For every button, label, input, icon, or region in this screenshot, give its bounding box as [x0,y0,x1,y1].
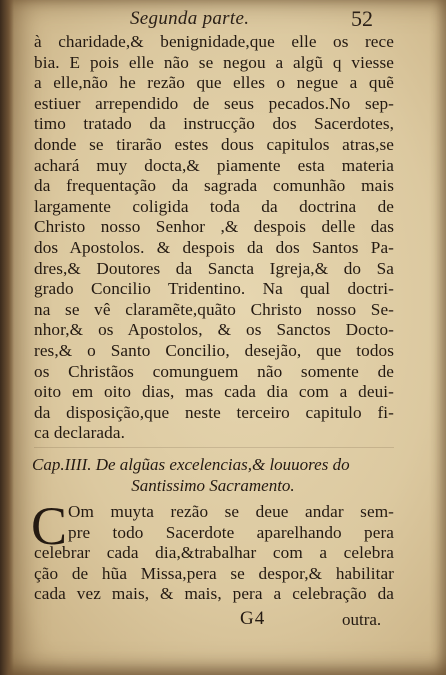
page-number: 52 [351,6,373,31]
page-footer [0,606,446,636]
text-line: donde se tirarão estes dous capitulos atras,se [34,134,394,154]
text-line: res,& o Santo Concilio, desejão, que todos [34,340,394,360]
chapter-title-line-2: Santissimo Sacramento. [131,476,295,495]
text-line: timo tratado da instrucção dos Sacerdotes, [34,114,394,134]
chapter-heading [32,454,394,496]
text-line: dres,& Doutores da Sancta Igreja,& do Sa [34,258,394,278]
text-line: da frequentação da sagrada comunhão mais [34,176,394,196]
text-line: grado Concilio Tridentino. Na qual doctri- [34,279,394,299]
text-line: oito em oito dias, mas cada dia com a deui- [34,382,394,402]
signature-mark: G4 [240,608,266,629]
text-line: cada vez mais, & mais, pera a celebração da [34,584,394,604]
text-line: na se vê claramẽte,quãto Christo nosso Se- [34,299,394,319]
text-line-last: ca declarada. [34,423,125,443]
text-line: Om muyta rezão se deue andar sem- [68,502,394,521]
page-header [0,6,446,32]
text-line: dos Apostolos. & despois da dos Santos Pa- [34,237,394,257]
text-line: os Christãos comunguem não somente de [34,361,394,381]
text-line: largamente coligida toda da doctrina de [34,196,394,216]
running-title: Segunda parte. [130,8,250,29]
text-line: estiuer arrependido de seus pecados.No sep- [34,93,394,113]
text-line: a elle,não he rezão que elles o negue a quẽ [34,73,394,93]
text-line: achará muy docta,& piamente esta materia [34,155,394,175]
chapter-text-block [31,496,394,605]
catchword: outra. [342,610,382,629]
text-line: ção de hũa Missa,pera se despor,& habilitar [34,563,394,583]
chapter-title-line-1: Cap.IIII. De algũas excelencias,& louuores do [32,455,350,474]
text-line: bia. E pois elle não se negou a algũ q viesse [34,52,394,72]
section-divider [34,447,394,448]
text-line: celebrar cada dia,&trabalhar com a celebra [34,543,394,563]
text-line: nhor,& os Apostolos, & os Sanctos Docto- [34,320,394,340]
text-line: da disposição,que neste terceiro capitulo fi- [34,402,394,422]
drop-cap: C [31,496,68,556]
main-text-block [34,32,394,444]
text-line: pre todo Sacerdote aparelhando pera [68,522,394,542]
text-line: à charidade,& benignidade,que elle os rece [34,32,394,51]
text-line: Christo nosso Senhor ,& despois delle das [34,217,394,237]
